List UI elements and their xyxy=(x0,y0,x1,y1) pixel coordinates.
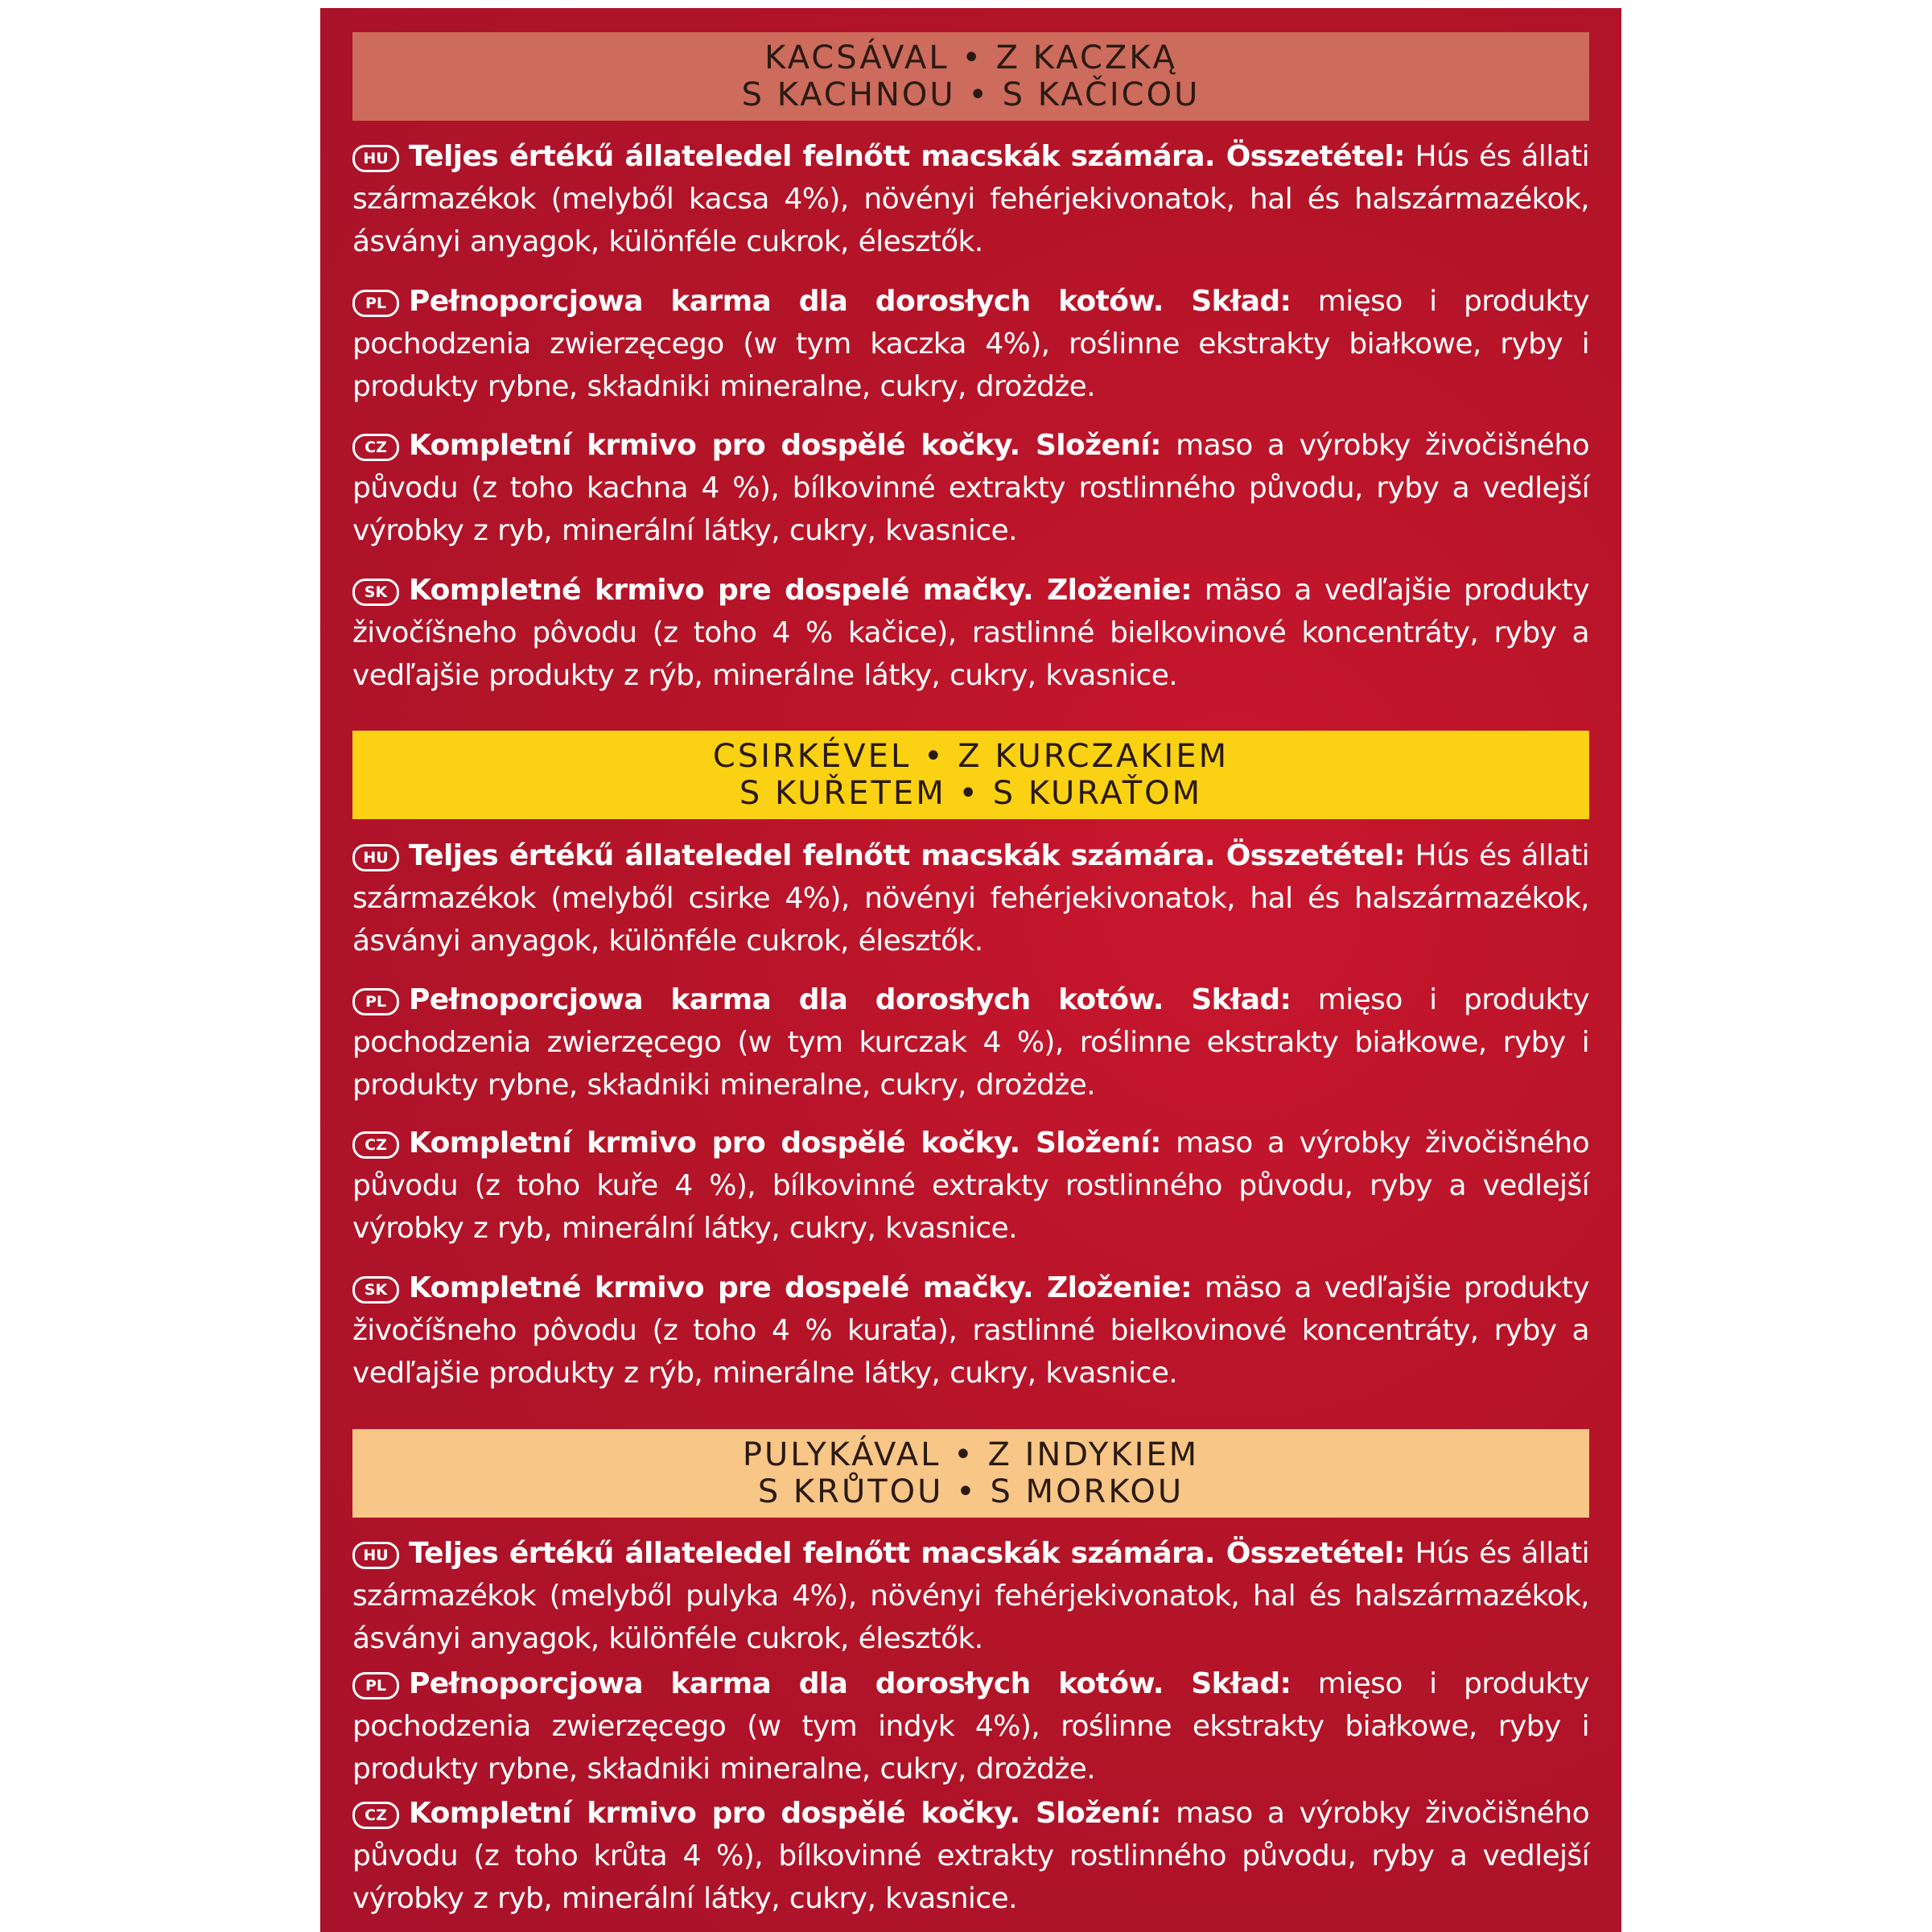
paragraph-bold-lead: Pełnoporcjowa karma dla dorosłych kotów. Skład: xyxy=(409,285,1291,318)
paragraph-text: mięso i produkty pochodzenia zwierzęcego (w tym indyk 4%), roślinne ekstrakty białkowe, ryby i produkty rybne, składniki mineralne, cukry, drożdże. xyxy=(352,1667,1589,1786)
ingredients-paragraph-cz xyxy=(352,1122,1589,1250)
language-badge-icon: HU xyxy=(352,145,399,172)
language-badge-icon: CZ xyxy=(352,1131,399,1159)
ingredients-paragraph-pl xyxy=(352,978,1589,1106)
paragraph-bold-lead: Pełnoporcjowa karma dla dorosłych kotów. Skład: xyxy=(409,1667,1291,1700)
paragraph-bold-lead: Kompletné krmivo pre dospelé mačky. Zloženie: xyxy=(409,574,1193,607)
paragraph-text: maso a výrobky živočišného původu (z toho kuře 4 %), bílkovinné extrakty rostlinného původu, ryby a vedlejší výrobky z ryb, minerální látky, cukry, kvasnice. xyxy=(352,1127,1589,1245)
paragraph-bold-lead: Kompletní krmivo pro dospělé kočky. Složení: xyxy=(409,429,1161,462)
ingredients-paragraph-sk xyxy=(352,569,1589,697)
paragraph-text: maso a výrobky živočišného původu (z toho krůta 4 %), bílkovinné extrakty rostlinného původu, ryby a vedlejší výrobky z ryb, minerální látky, cukry, kvasnice. xyxy=(352,1797,1589,1915)
ingredients-paragraph-hu xyxy=(352,1532,1589,1660)
paragraph-bold-lead: Kompletní krmivo pro dospělé kočky. Složení: xyxy=(409,1127,1161,1160)
paragraph-text: mäso a vedľajšie produkty živočíšneho pôvodu (z toho 4 % kuraťa), rastlinné bielkovinové koncentráty, ryby a vedľajšie produkty z rýb, minerálne látky, cukry, kvasnice. xyxy=(352,1271,1589,1390)
paragraph-text: mięso i produkty pochodzenia zwierzęcego (w tym kurczak 4 %), roślinne ekstrakty białkowe, ryby i produkty rybne, składniki mineralne, cukry, drożdże. xyxy=(352,983,1589,1102)
ingredients-paragraph-hu xyxy=(352,135,1589,263)
section-header-line2: S KRŮTOU • S MORKOU xyxy=(757,1473,1184,1510)
language-badge-icon: PL xyxy=(352,1672,399,1699)
section-header-line2: S KUŘETEM • S KURAŤOM xyxy=(739,775,1203,812)
paragraph-bold-lead: Teljes értékű állateledel felnőtt macskák számára. Összetétel: xyxy=(409,1537,1405,1570)
paragraph-bold-lead: Teljes értékű állateledel felnőtt macskák számára. Összetétel: xyxy=(409,140,1405,173)
section-header-chicken xyxy=(352,731,1589,819)
paragraph-text: maso a výrobky živočišného původu (z toho kachna 4 %), bílkovinné extrakty rostlinného původu, ryby a vedlejší výrobky z ryb, minerální látky, cukry, kvasnice. xyxy=(352,429,1589,547)
section-header-line2: S KACHNOU • S KAČICOU xyxy=(741,76,1201,113)
language-badge-icon: PL xyxy=(352,290,399,317)
label-panel xyxy=(320,8,1621,1932)
language-badge-icon: SK xyxy=(352,1276,399,1304)
language-badge-icon: HU xyxy=(352,844,399,871)
language-badge-icon: CZ xyxy=(352,1802,399,1829)
ingredients-paragraph-cz xyxy=(352,424,1589,552)
language-badge-icon: SK xyxy=(352,579,399,606)
paragraph-bold-lead: Kompletné krmivo pre dospelé mačky. Zloženie: xyxy=(409,1271,1193,1304)
paragraph-text: Hús és állati származékok (melyből csirke 4%), növényi fehérjekivonatok, hal és halszármazékok, ásványi anyagok, különféle cukrok, élesztők. xyxy=(352,839,1589,958)
ingredients-paragraph-hu xyxy=(352,834,1589,962)
ingredients-paragraph-cz xyxy=(352,1792,1589,1920)
language-badge-icon: PL xyxy=(352,988,399,1015)
ingredients-paragraph-pl xyxy=(352,1662,1589,1790)
section-header-line1: CSIRKÉVEL • Z KURCZAKIEM xyxy=(712,738,1230,775)
language-badge-icon: HU xyxy=(352,1542,399,1569)
section-header-line1: PULYKÁVAL • Z INDYKIEM xyxy=(742,1436,1200,1473)
paragraph-text: mięso i produkty pochodzenia zwierzęcego (w tym kaczka 4%), roślinne ekstrakty białkowe, ryby i produkty rybne, składniki mineralne, cukry, drożdże. xyxy=(352,285,1589,403)
paragraph-text: mäso a vedľajšie produkty živočíšneho pôvodu (z toho 4 % kačice), rastlinné bielkovinové koncentráty, ryby a vedľajšie produkty z rýb, minerálne látky, cukry, kvasnice. xyxy=(352,574,1589,692)
paragraph-bold-lead: Teljes értékű állateledel felnőtt macskák számára. Összetétel: xyxy=(409,839,1405,872)
section-header-duck xyxy=(352,32,1589,121)
paragraph-text: Hús és állati származékok (melyből kacsa 4%), növényi fehérjekivonatok, hal és halszármazékok, ásványi anyagok, különféle cukrok, élesztők. xyxy=(352,140,1589,258)
ingredients-paragraph-pl xyxy=(352,280,1589,408)
ingredients-paragraph-sk xyxy=(352,1267,1589,1394)
paragraph-bold-lead: Kompletní krmivo pro dospělé kočky. Složení: xyxy=(409,1797,1161,1830)
language-badge-icon: CZ xyxy=(352,434,399,461)
paragraph-text: Hús és állati származékok (melyből pulyka 4%), növényi fehérjekivonatok, hal és halszármazékok, ásványi anyagok, különféle cukrok, élesztők. xyxy=(352,1537,1589,1655)
section-header-turkey xyxy=(352,1429,1589,1518)
paragraph-bold-lead: Pełnoporcjowa karma dla dorosłych kotów. Skład: xyxy=(409,983,1291,1016)
section-header-line1: KACSÁVAL • Z KACZKĄ xyxy=(764,39,1177,76)
